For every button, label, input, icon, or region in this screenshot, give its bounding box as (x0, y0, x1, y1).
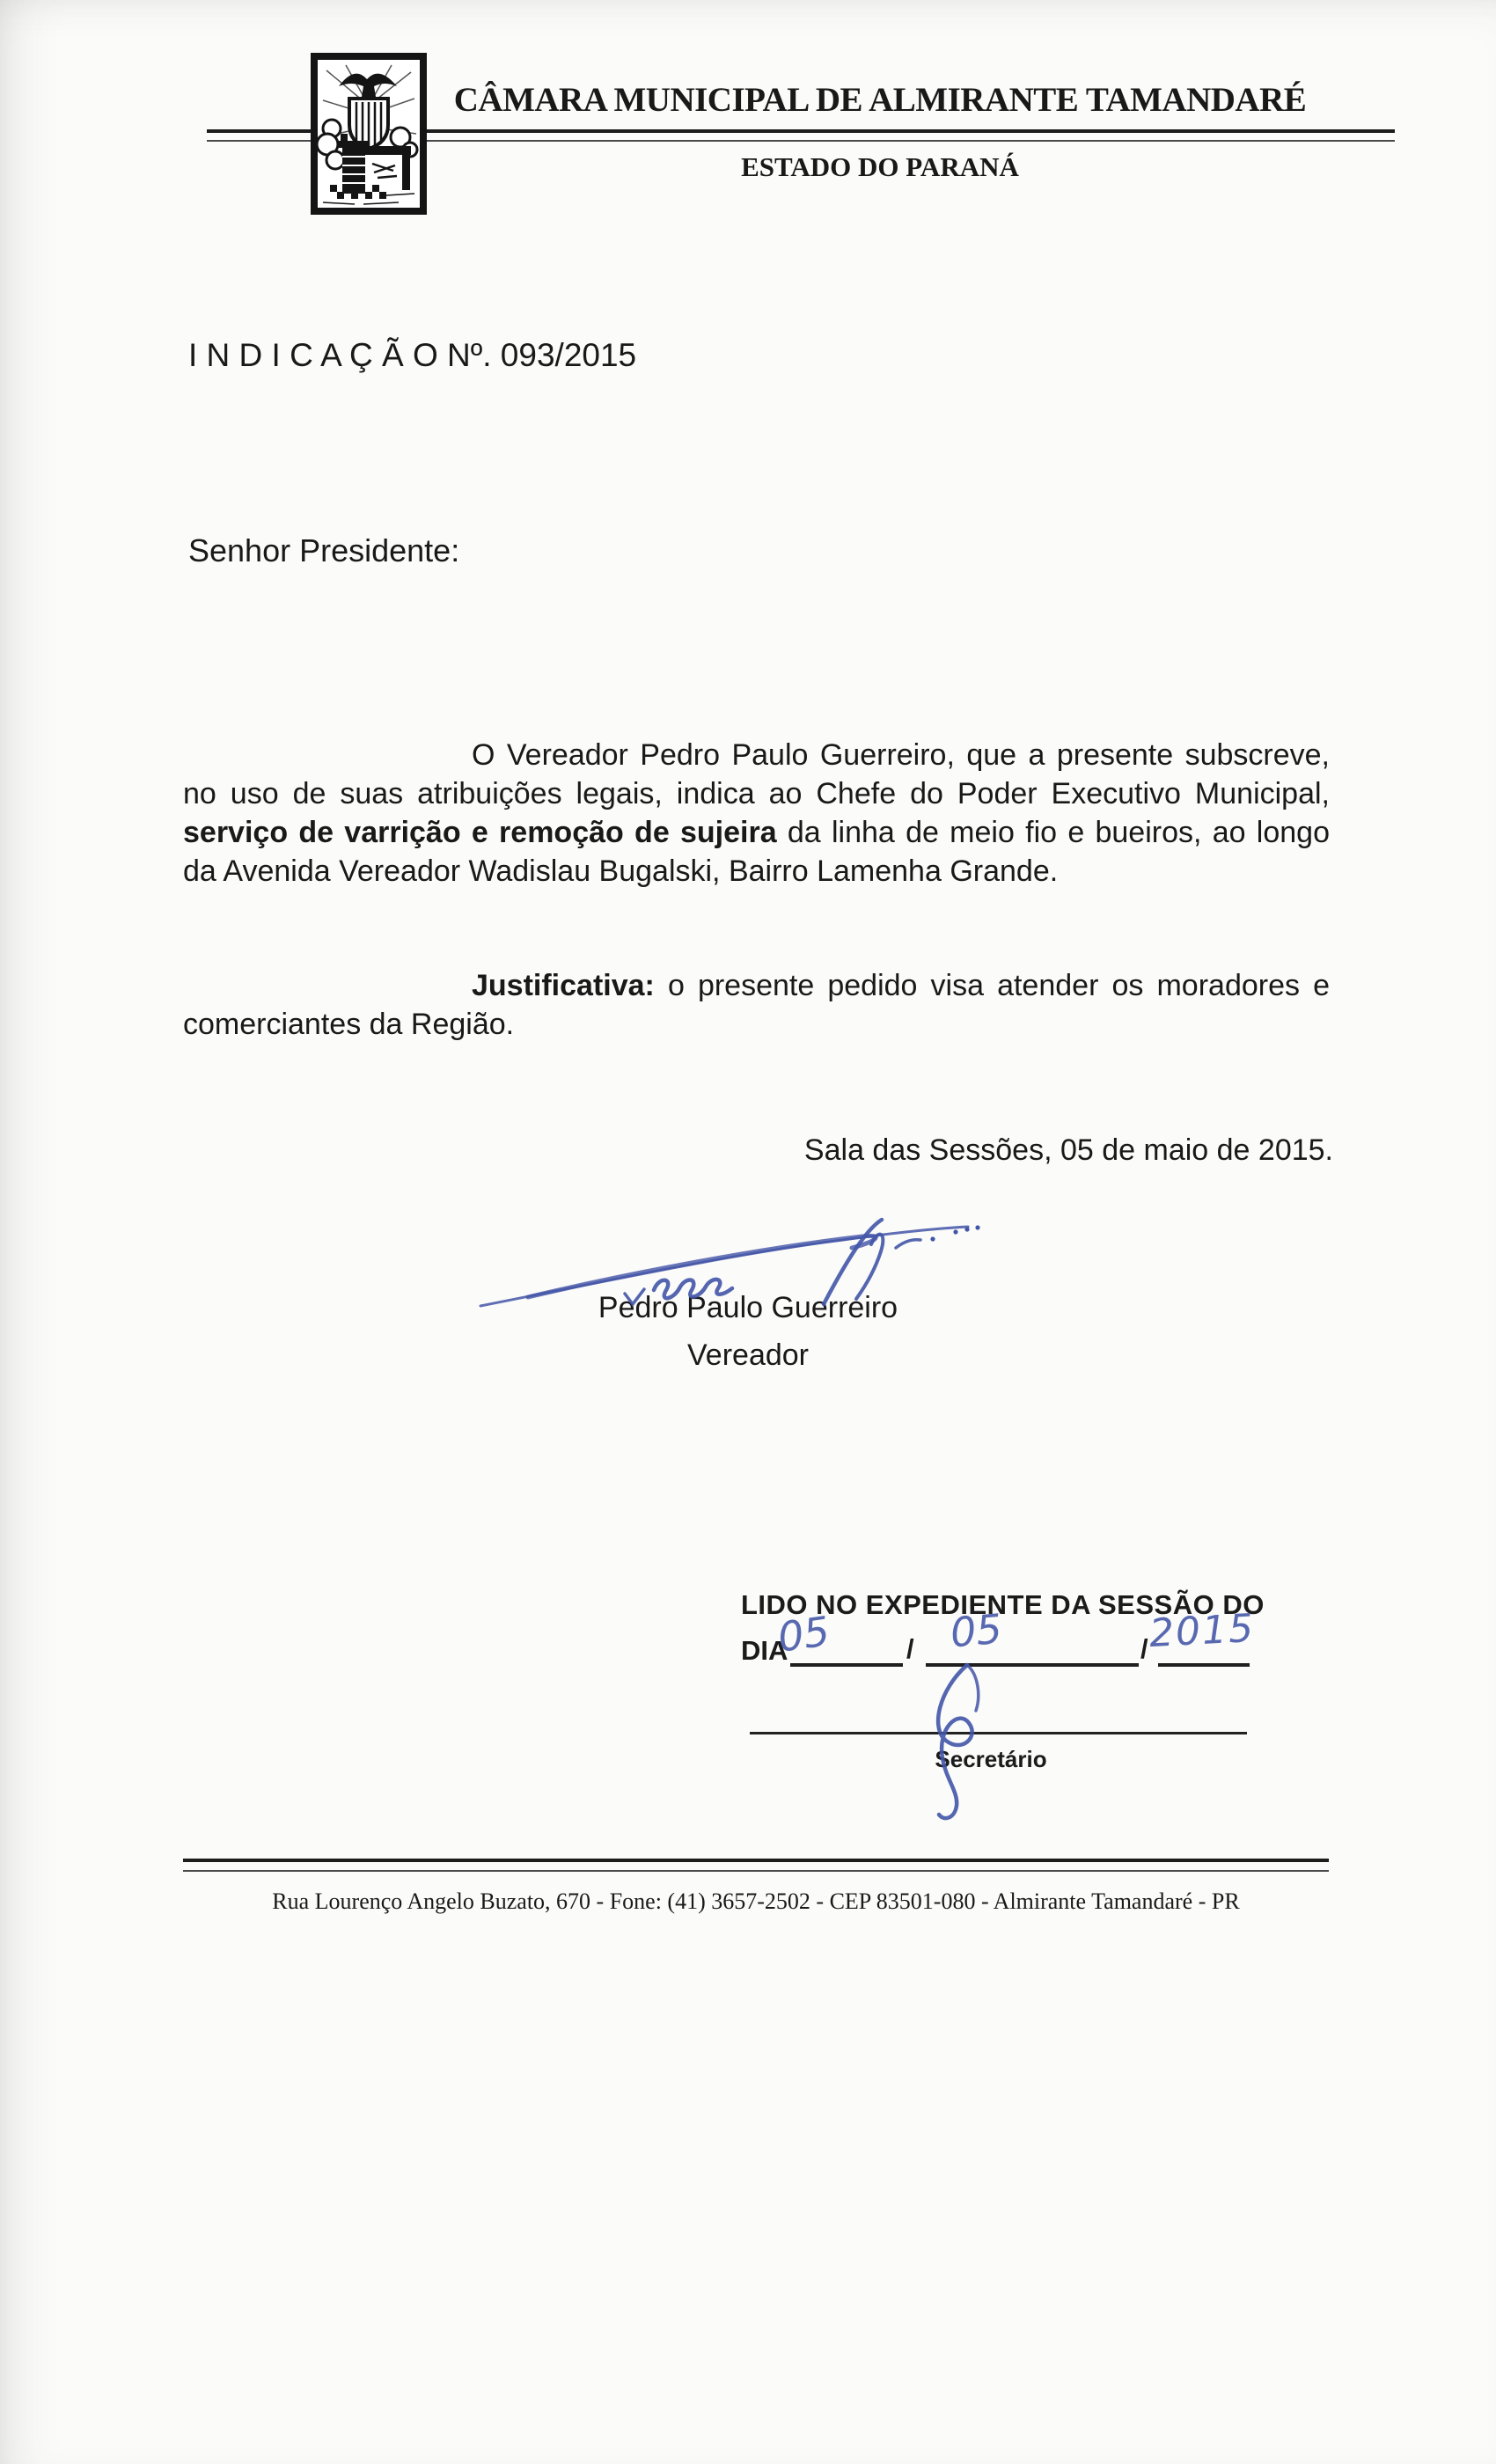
handwritten-year: 2015 (1148, 1605, 1257, 1657)
signer-name: Pedro Paulo Guerreiro (598, 1291, 898, 1324)
stamp-day-label: DIA (741, 1635, 788, 1666)
footer-divider-top (183, 1859, 1329, 1862)
stamp-header-text: LIDO NO EXPEDIENTE DA SESSÃO DO (741, 1589, 1265, 1620)
coat-of-arms-icon (311, 53, 427, 215)
state-name: ESTADO DO PARANÁ (741, 151, 1019, 182)
body-paragraph-2 (183, 966, 1330, 1044)
stamp-separator-2: / (1140, 1633, 1148, 1664)
p1-text-end: da linha de meio fio e bueiros, ao longo da Avenida Vereador Wadislau Bugalski, Bairro Lamenha Grande. (183, 816, 1331, 888)
handwritten-day: 05 (774, 1607, 833, 1661)
session-dateline: Sala das Sessões, 05 de maio de 2015. (803, 1133, 1333, 1167)
stamp-day-blank-line (790, 1663, 903, 1667)
salutation: Senhor Presidente: (188, 532, 460, 568)
stamp-year-blank-line (1158, 1663, 1250, 1667)
footer-divider-bottom (183, 1870, 1329, 1872)
org-name: CÂMARA MUNICIPAL DE ALMIRANTE TAMANDARÉ (453, 81, 1307, 119)
handwritten-month: 05 (948, 1604, 1004, 1657)
secretary-label: Secretário (935, 1746, 1047, 1772)
secretary-initials-ink-icon (911, 1660, 1008, 1822)
p1-bold-request: serviço de varrição e remoção de sujeira (183, 816, 777, 849)
body-paragraph-1 (183, 736, 1330, 891)
signature-ink-icon (473, 1216, 988, 1317)
stamp-separator-1: / (906, 1633, 914, 1664)
document-title: I N D I C A Ç Ã O Nº. 093/2015 (188, 337, 637, 373)
justification-label: Justificativa: (472, 969, 655, 1002)
footer-address: Rua Lourenço Angelo Buzato, 670 - Fone: (41) 3657-2502 - CEP 83501-080 - Almirante Tamandaré - PR (272, 1888, 1240, 1914)
justification-text: o presente pedido visa atender os moradores e comerciantes da Região. (183, 969, 1330, 1041)
signer-role: Vereador (687, 1338, 809, 1372)
p1-text-start: O Vereador Pedro Paulo Guerreiro, que a presente subscreve, no uso de suas atribuições legais, indica ao Chefe do Poder Executivo Municipal, (183, 738, 1330, 810)
